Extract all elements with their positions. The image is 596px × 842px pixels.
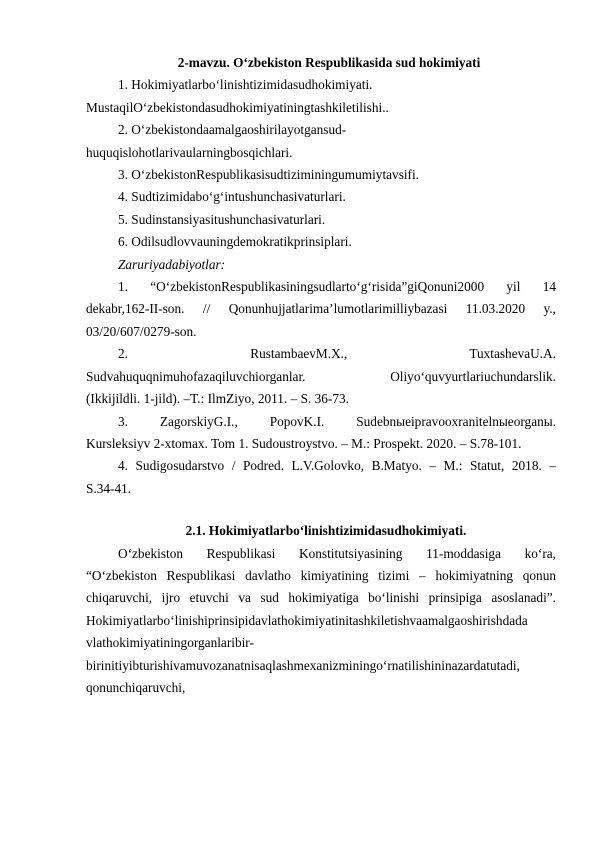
body-line-1: O‘zbekiston Respublikasi Konstitutsiyasining 11-moddasiga ko‘ra, [118, 545, 556, 561]
topic-title: 2-mavzu. O‘zbekiston Respublikasida sud hokimiyati [177, 55, 481, 70]
reference-3-line-2: Kursleksiyv 2-xtomax. Tom 1. Sudoustroystvo. – M.: Prospekt. 2020. – S.78-101. [86, 435, 522, 451]
reference-1-line-2: dekabr,162-II-son. // Qonunhujjatlarima’lumotlarimilliybazasi 11.03.2020 y., [86, 301, 556, 317]
reference-2-line-2: Sudvahuquqnimuhofazaqiluvchiorganlar. Oliyo‘quvyurtlariuchundarslik. [86, 368, 556, 384]
plan-item-1: 1. Hokimiyatlarbo‘linishtizimidasudhokimiyati. [118, 77, 373, 93]
plan-item-5: 5. Sudinstansiyasitushunchasivaturlari. [118, 211, 326, 227]
plan-item-4: 4. Sudtizimidabo‘g‘intushunchasivaturlari. [118, 189, 346, 205]
plan-item-6: 6. Odilsudlovvauningdemokratikprinsiplari. [118, 234, 352, 250]
body-line-4: Hokimiyatlarbo‘linishiprinsipidavlathokimiyatinitashkiletishvaamalgaoshirishdada [86, 612, 528, 628]
page-content [86, 52, 556, 699]
reference-1-line-1: 1. “O‘zbekistonRespublikasiningsudlarto‘g‘risida”giQonuni2000 yil 14 [118, 279, 556, 295]
plan-item-2: 2. O‘zbekistondaamalgaoshirilayotgansud- [118, 122, 347, 138]
plan-item-1-continued: MustaqilO‘zbekistondasudhokimiyatiningtashkiletilishi.. [86, 99, 389, 115]
reference-1-line-3: 03/20/607/0279-son. [86, 323, 197, 339]
body-line-2: “O‘zbekiston Respublikasi davlatho kimiyatining tizimi – hokimiyatning qonun [86, 567, 556, 583]
plan-item-3: 3. O‘zbekistonRespublikasisudtiziminingumumiytavsifi. [118, 167, 420, 183]
literature-heading: Zaruriyadabiyotlar: [118, 256, 226, 272]
reference-2-line-1: 2. RustambaevM.X., TuxtashevaU.A. [118, 346, 556, 362]
reference-4-line-1: 4. Sudigosudarstvo / Podred. L.V.Golovko, B.Matyo. – M.: Statut, 2018. – [118, 458, 556, 474]
section-spacer [86, 500, 556, 520]
plan-item-2-continued: huquqislohotlarivaularningbosqichlari. [86, 144, 293, 160]
body-line-5: vlathokimiyatiningorganlaribir- [86, 635, 254, 651]
reference-4-line-2: S.34-41. [86, 480, 132, 496]
reference-3-line-1: 3. ZagorskiyG.I., PopovK.I. Sudebnыeipravooxranitelnыeorganы. [118, 413, 556, 429]
body-line-7: qonunchiqaruvchi, [86, 679, 186, 695]
reference-2-line-3: (Ikkijildli. 1-jild). –T.: IlmZiyo, 2011. – S. 36-73. [86, 391, 349, 407]
body-line-3: chiqaruvchi, ijro etuvchi va sud hokimiyatiga bo‘linishi prinsipiga asoslanadi”. [86, 590, 556, 606]
section-heading: 2.1. Hokimiyatlarbo‘linishtizimidasudhokimiyati. [185, 523, 467, 539]
body-line-6: birinitiyibturishivamuvozanatnisaqlashmexanizminingo‘rnatilishininazardatutadi, [86, 657, 520, 673]
